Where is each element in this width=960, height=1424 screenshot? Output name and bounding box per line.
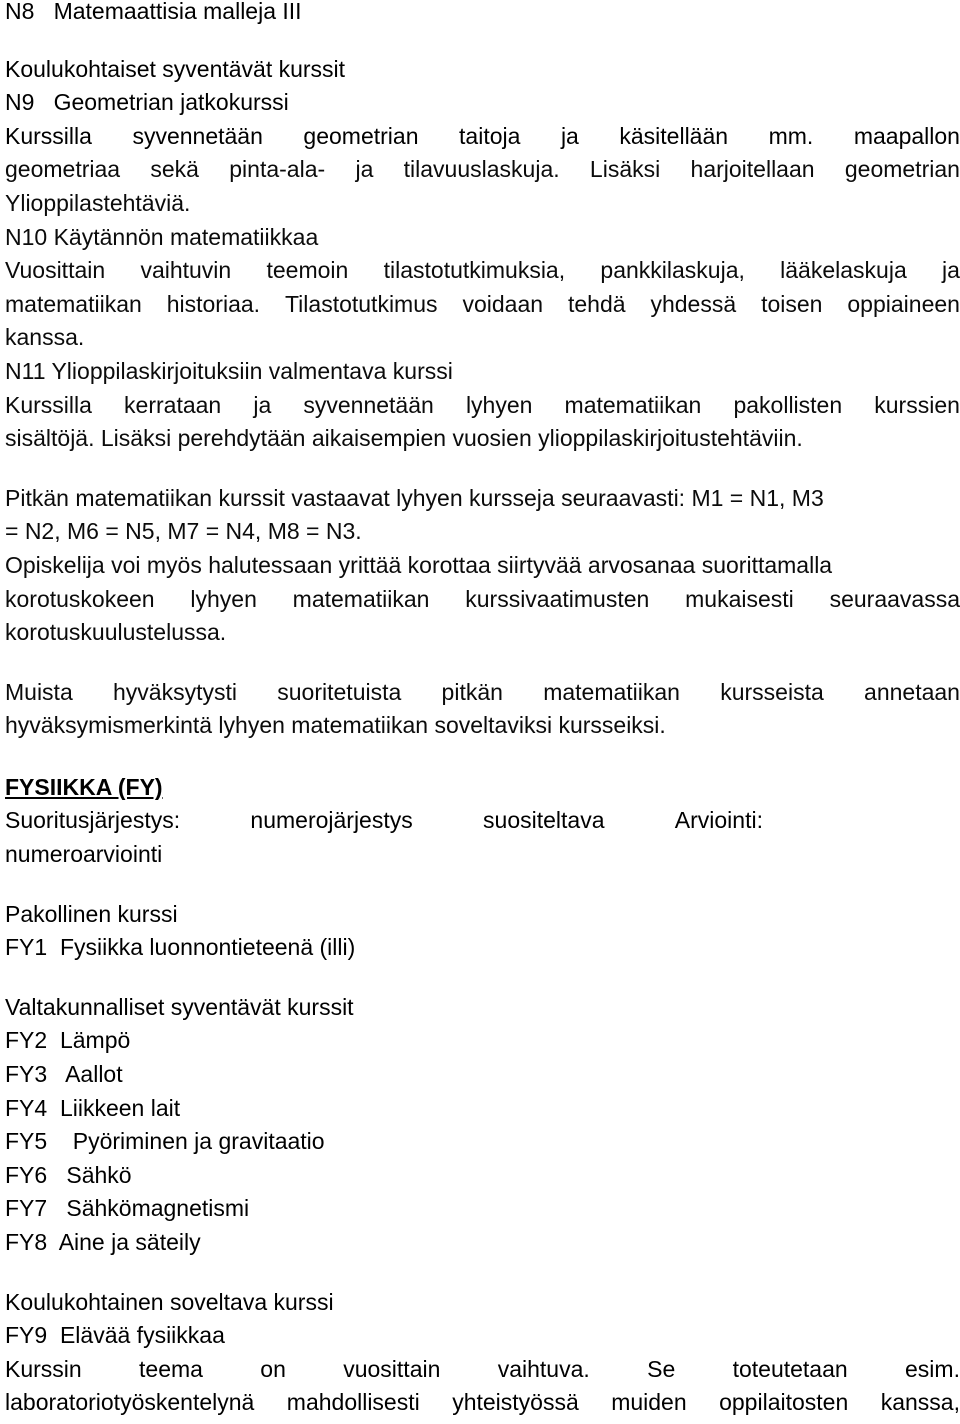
word: tilastotutkimuksia, — [383, 257, 566, 284]
course-fy9-desc-line-1 — [5, 1353, 960, 1387]
word: Kurssilla — [5, 122, 92, 149]
word: muiden — [611, 1389, 687, 1416]
word: pitkän — [441, 678, 503, 705]
word: Se — [647, 1355, 676, 1382]
word: tilavuuslaskuja. — [403, 156, 560, 183]
word: oppilaitosten — [719, 1389, 849, 1416]
word: pinta-ala- — [229, 156, 326, 183]
word: matematiikan — [5, 290, 142, 317]
word: ja — [355, 156, 374, 183]
word: korotuskokeen — [5, 585, 155, 612]
word: ja — [560, 122, 579, 149]
word: suoritetuista — [277, 678, 402, 705]
course-n10-desc-line-3: kanssa. — [5, 324, 85, 351]
word: sekä — [150, 156, 199, 183]
word: teema — [139, 1355, 203, 1382]
word: Kurssilla — [5, 391, 92, 418]
document-page — [5, 0, 960, 1420]
course-fy1: FY1 Fysiikka luonnontieteenä (illi) — [5, 934, 356, 961]
word: numerojärjestys — [250, 807, 413, 834]
word: yhdessä — [650, 290, 737, 317]
word: matematiikan — [564, 391, 702, 418]
word: kurssivaatimusten — [465, 585, 650, 612]
course-fy9-title: FY9 Elävää fysiikkaa — [5, 1322, 225, 1349]
word: oppiaineen — [847, 290, 960, 317]
course-n9-desc-line-3: Ylioppilastehtäviä. — [5, 189, 191, 216]
equivalence-line-2: = N2, M6 = N5, M7 = N4, M8 = N3. — [5, 518, 362, 545]
word: Kurssin — [5, 1355, 82, 1382]
word: toteutetaan — [732, 1355, 848, 1382]
course-n9-title: N9 Geometrian jatkokurssi — [5, 89, 289, 116]
approval-line-2: hyväksymismerkintä lyhyen matematiikan soveltaviksi kursseiksi. — [5, 712, 666, 739]
course-n10-title: N10 Käytännön matematiikkaa — [5, 223, 319, 250]
applied-course-heading: Koulukohtainen soveltava kurssi — [5, 1288, 334, 1315]
word: laboratoriotyöskentelynä — [5, 1389, 255, 1416]
word: syvennetään — [303, 391, 434, 418]
word: käsitellään — [619, 122, 729, 149]
course-list-item: FY2 Lämpö — [5, 1027, 131, 1054]
word: toisen — [761, 290, 823, 317]
word: vuosittain — [343, 1355, 441, 1382]
word: Vuosittain — [5, 257, 106, 284]
physics-heading: FYSIIKKA (FY) — [5, 773, 163, 800]
word: matematiikan — [543, 678, 680, 705]
word: historiaa. — [166, 290, 261, 317]
course-n11-desc-line-2: sisältöjä. Lisäksi perehdytään aikaisempien vuosien ylioppilaskirjoitustehtäviin. — [5, 425, 803, 452]
approval-line-1 — [5, 676, 960, 710]
national-course-list — [5, 1024, 960, 1259]
physics-grading-line: numeroarviointi — [5, 841, 163, 868]
word: matematiikan — [292, 585, 430, 612]
word: teemoin — [266, 257, 349, 284]
word: mm. — [768, 122, 814, 149]
word: mukaisesti — [685, 585, 794, 612]
word: vaihtuvin — [140, 257, 232, 284]
word: mahdollisesti — [286, 1389, 420, 1416]
course-n11-desc-line-1 — [5, 389, 960, 423]
mandatory-course-heading: Pakollinen kurssi — [5, 900, 178, 927]
word: tehdä — [567, 290, 626, 317]
word: Arviointi: — [674, 807, 763, 834]
word: pakollisten — [733, 391, 843, 418]
retake-line-3: korotuskuulustelussa. — [5, 619, 227, 646]
word: kursseista — [720, 678, 824, 705]
school-specific-courses-heading: Koulukohtaiset syventävät kurssit — [5, 55, 346, 82]
word: esim. — [905, 1355, 960, 1382]
retake-line-2 — [5, 583, 960, 617]
word: suositeltava — [483, 807, 605, 834]
word: syvennetään — [132, 122, 263, 149]
word: harjoitellaan — [690, 156, 815, 183]
course-list-item: FY7 Sähkömagnetismi — [5, 1195, 250, 1222]
word: Suoritusjärjestys: — [5, 807, 181, 834]
word: Tilastotutkimus — [284, 290, 438, 317]
word: pankkilaskuja, — [600, 257, 745, 284]
word: kerrataan — [124, 391, 222, 418]
course-n10-desc-line-2 — [5, 288, 960, 322]
word: annetaan — [864, 678, 960, 705]
word: ja — [942, 257, 960, 284]
course-list-item: FY6 Sähkö — [5, 1161, 132, 1188]
word: vaihtuva. — [497, 1355, 590, 1382]
word: seuraavassa — [829, 585, 960, 612]
word: Muista — [5, 678, 73, 705]
word: taitoja — [459, 122, 521, 149]
course-fy9-desc-line-2 — [5, 1386, 960, 1420]
word: lyhyen — [190, 585, 257, 612]
course-n8-heading: N8 Matemaattisia malleja III — [5, 0, 302, 24]
equivalence-line-1: Pitkän matematiikan kurssit vastaavat lyhyen kursseja seuraavasti: M1 = N1, M3 — [5, 484, 824, 511]
word: hyväksytysti — [113, 678, 237, 705]
word: lyhyen — [465, 391, 533, 418]
word: lääkelaskuja — [780, 257, 907, 284]
word: geometrian — [303, 122, 419, 149]
word: ja — [253, 391, 272, 418]
word: Lisäksi — [589, 156, 661, 183]
course-list-item: FY8 Aine ja säteily — [5, 1229, 201, 1255]
physics-order-line — [5, 804, 763, 838]
word: maapallon — [853, 122, 960, 149]
word: on — [260, 1355, 286, 1382]
word: voidaan — [462, 290, 544, 317]
word: geometriaa — [5, 156, 121, 183]
word: kurssien — [874, 391, 960, 418]
word: kanssa, — [880, 1389, 960, 1416]
word: geometrian — [844, 156, 960, 183]
retake-line-1: Opiskelija voi myös halutessaan yrittää korottaa siirtyvää arvosanaa suorittamalla — [5, 551, 833, 578]
course-n9-desc-line-2 — [5, 153, 960, 187]
word: yhteistyössä — [452, 1389, 579, 1416]
national-courses-heading: Valtakunnalliset syventävät kurssit — [5, 993, 354, 1020]
course-list-item: FY4 Liikkeen lait — [5, 1094, 181, 1121]
course-n11-title: N11 Ylioppilaskirjoituksiin valmentava kurssi — [5, 357, 453, 384]
course-n9-desc-line-1 — [5, 120, 960, 154]
course-list-item: FY3 Aallot — [5, 1061, 123, 1088]
course-n10-desc-line-1 — [5, 254, 960, 288]
course-list-item: FY5 Pyöriminen ja gravitaatio — [5, 1128, 325, 1155]
